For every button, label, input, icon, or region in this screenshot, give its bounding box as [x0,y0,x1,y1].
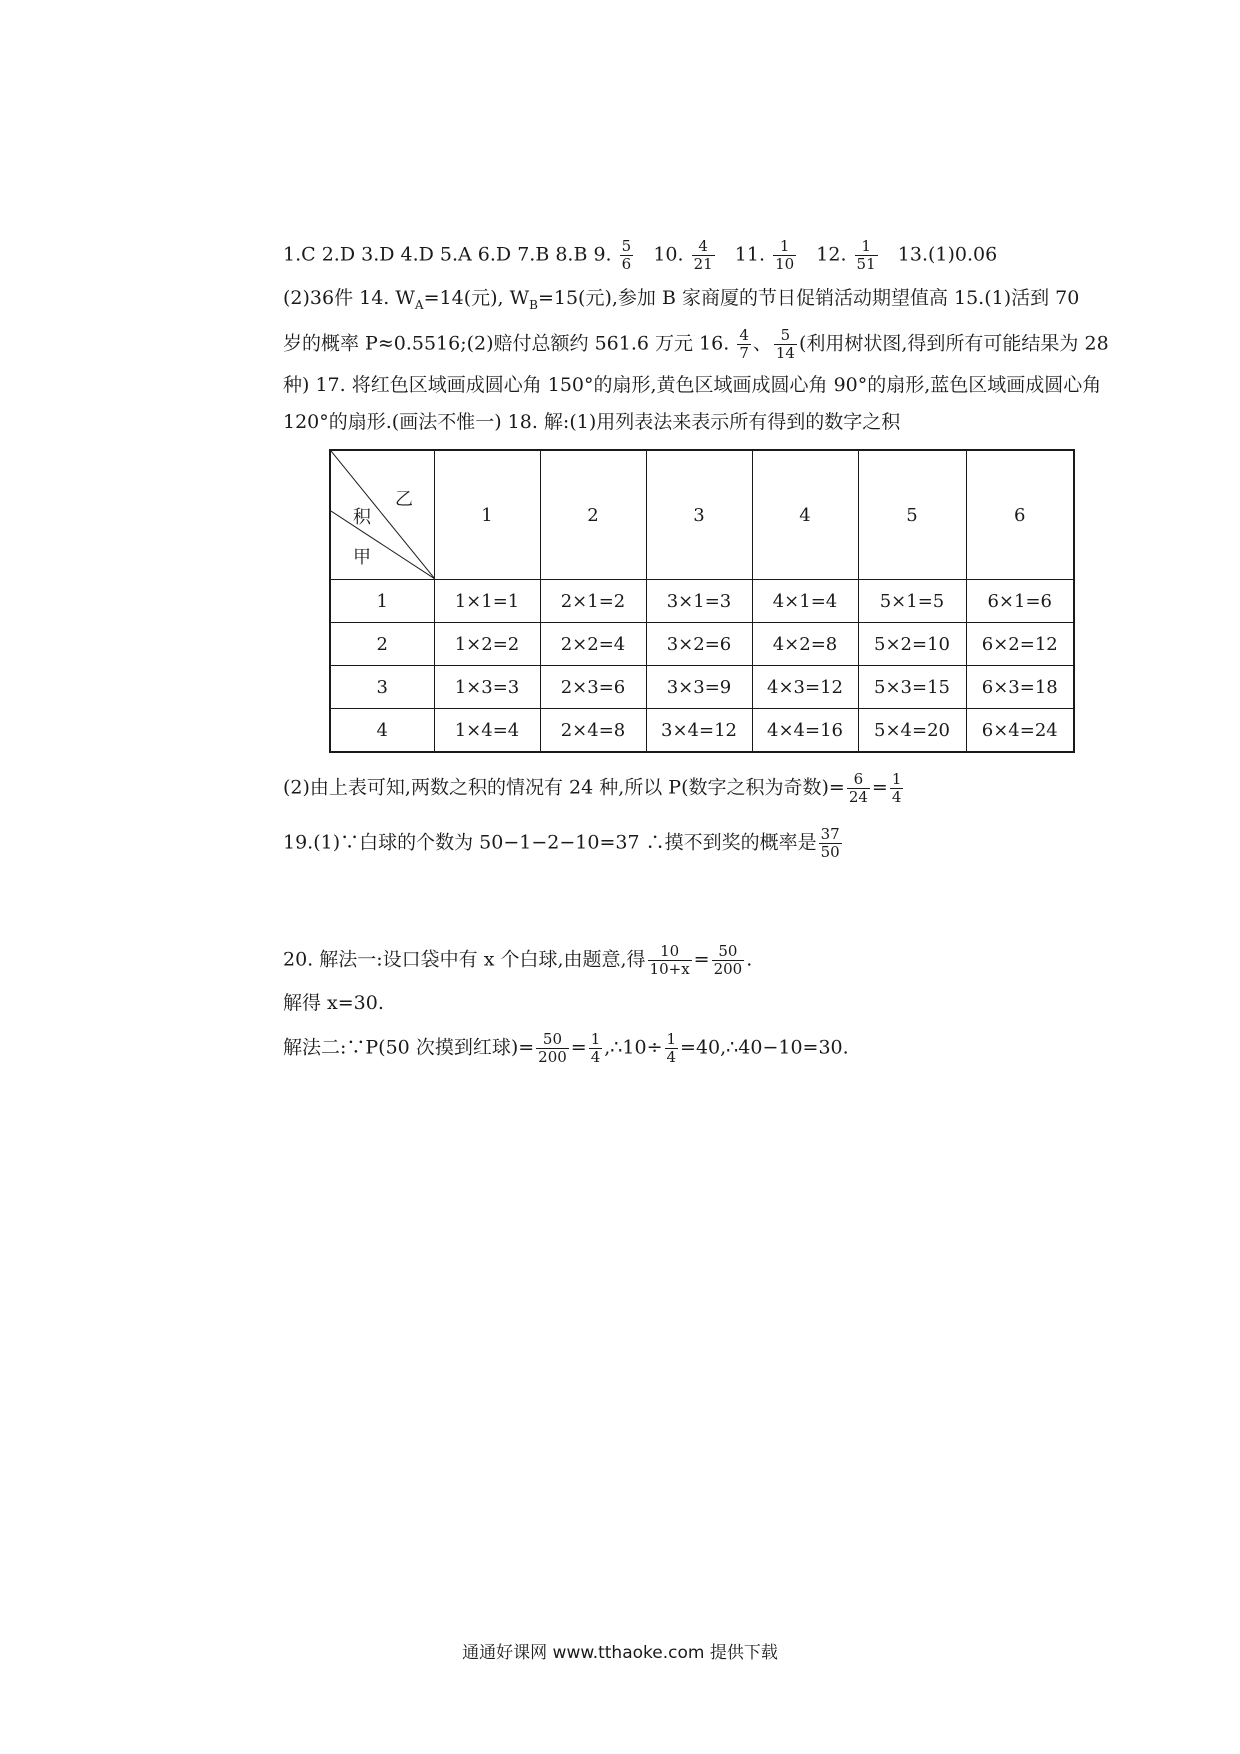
table-cell: 5×4=20 [858,709,966,753]
q13-text: 13.(1)0.06 [897,243,998,266]
table-row-header: 1 [330,580,434,623]
table-cell: 6×4=24 [966,709,1074,753]
fraction-q12: $\frac{1}{51}$ [856,237,876,273]
q10-label: 10. [653,243,684,266]
table-cell: 4×1=4 [752,580,858,623]
q20-text: 20. 解法一:设口袋中有 x 个白球,由题意,得 [283,948,646,971]
q20-m2-equals: = [570,1036,587,1059]
table-cell: 6×2=12 [966,623,1074,666]
fraction-q16-b: $\frac{5}{14}$ [775,326,795,362]
table-col-header: 2 [540,450,646,580]
q18-part2-text: (2)由上表可知,两数之积的情况有 24 种,所以 P(数字之积为奇数)= [283,776,845,799]
fraction-q20-m2-c: $\frac{1}{4}$ [666,1030,677,1066]
table-cell: 1×3=3 [434,666,540,709]
q11-label: 11. [734,243,766,266]
q20-result-line: 解得 x=30. [283,992,384,1014]
q20-method2-line [283,1031,1173,1066]
q12-label: 12. [816,243,847,266]
q20-method1-line [283,943,1173,978]
table-col-header: 3 [646,450,752,580]
line2-sub-a: A [414,297,424,312]
table-cell: 5×1=5 [858,580,966,623]
line2-part2: =14(元), W [423,287,530,309]
answers-line-5: 120°的扇形.(画法不惟一) 18. 解:(1)用列表法来表示所有得到的数字之积 [283,411,901,433]
table-row [330,709,1074,753]
table-cell: 6×1=6 [966,580,1074,623]
table-cell: 3×2=6 [646,623,752,666]
q19-text: 19.(1)∵白球的个数为 50−1−2−10=37 ∴摸不到奖的概率是 [283,831,817,854]
table-col-header: 6 [966,450,1074,580]
table-col-header: 1 [434,450,540,580]
fraction-q11: $\frac{1}{10}$ [775,237,795,273]
answers-line-2 [283,283,1173,320]
fraction-q20-m2-b: $\frac{1}{4}$ [590,1030,601,1066]
fraction-q18-a: $\frac{6}{24}$ [848,770,868,806]
q18-equals: = [871,776,888,799]
fraction-q16-a: $\frac{4}{7}$ [739,326,749,362]
table-cell: 3×3=9 [646,666,752,709]
line2-part1: (2)36件 14. W [283,287,415,309]
corner-label-jia: 甲 [353,547,371,568]
table-cell: 2×2=4 [540,623,646,666]
answers-line-3 [283,327,1173,362]
corner-diagonal-lines [331,451,435,579]
page-footer: 通通好课网 www.tthaoke.com 提供下载 [462,1643,778,1663]
q20-m2-mid: ,∴10÷ [604,1036,663,1059]
table-cell: 2×3=6 [540,666,646,709]
table-header-row [330,450,1074,580]
q20-m2-text: 解法二:∵P(50 次摸到红球)= [283,1036,535,1059]
fraction-q9: $\frac{5}{6}$ [621,237,632,273]
line3-part1: 岁的概率 P≈0.5516;(2)赔付总额约 561.6 万元 16. [283,332,730,355]
table-cell: 5×2=10 [858,623,966,666]
table-cell: 2×4=8 [540,709,646,753]
table-cell: 4×2=8 [752,623,858,666]
fraction-q19: $\frac{37}{50}$ [820,825,840,861]
table-cell: 1×2=2 [434,623,540,666]
line2-part3: =15(元),参加 B 家商厦的节日促销活动期望值高 15.(1)活到 70 [537,287,1080,309]
q20-end: . [746,948,753,971]
q20-equals: = [693,948,710,971]
line3-separator: 、 [752,332,772,355]
fraction-q10: $\frac{4}{21}$ [693,237,713,273]
table-col-header: 5 [858,450,966,580]
table-cell: 4×4=16 [752,709,858,753]
table-row-header: 4 [330,709,434,753]
fraction-q20-b: $\frac{50}{200}$ [713,942,743,978]
table-row-header: 3 [330,666,434,709]
answers-line-1 [283,238,1173,273]
table-cell: 4×3=12 [752,666,858,709]
line3-part2: (利用树状图,得到所有可能结果为 28 [798,332,1109,355]
table-row [330,666,1074,709]
table-cell: 1×1=1 [434,580,540,623]
table-row [330,623,1074,666]
line2-sub-b: B [529,297,538,312]
product-table [329,449,1075,753]
table-corner-cell [330,450,434,580]
corner-label-ji: 积 [353,507,371,528]
table-col-header: 4 [752,450,858,580]
table-row [330,580,1074,623]
table-cell: 3×4=12 [646,709,752,753]
fraction-q18-b: $\frac{1}{4}$ [891,770,902,806]
table-cell: 1×4=4 [434,709,540,753]
fraction-q20-m2-a: $\frac{50}{200}$ [538,1030,567,1066]
table-cell: 5×3=15 [858,666,966,709]
table-row-header: 2 [330,623,434,666]
fraction-q20-a: $\frac{10}{10+x}$ [649,942,690,978]
answers-1-9-text: 1.C 2.D 3.D 4.D 5.A 6.D 7.B 8.B 9. [283,243,612,266]
answers-line-4: 种) 17. 将红色区域画成圆心角 150°的扇形,黄色区域画成圆心角 90°的扇形,蓝色区域画成圆心角 [283,374,1102,396]
table-cell: 2×1=2 [540,580,646,623]
table-cell: 6×3=18 [966,666,1074,709]
q18-part2-line [283,771,1173,806]
table-cell: 3×1=3 [646,580,752,623]
corner-label-yi: 乙 [395,489,413,510]
q19-line [283,826,1173,861]
q20-m2-end: =40,∴40−10=30. [680,1036,849,1059]
